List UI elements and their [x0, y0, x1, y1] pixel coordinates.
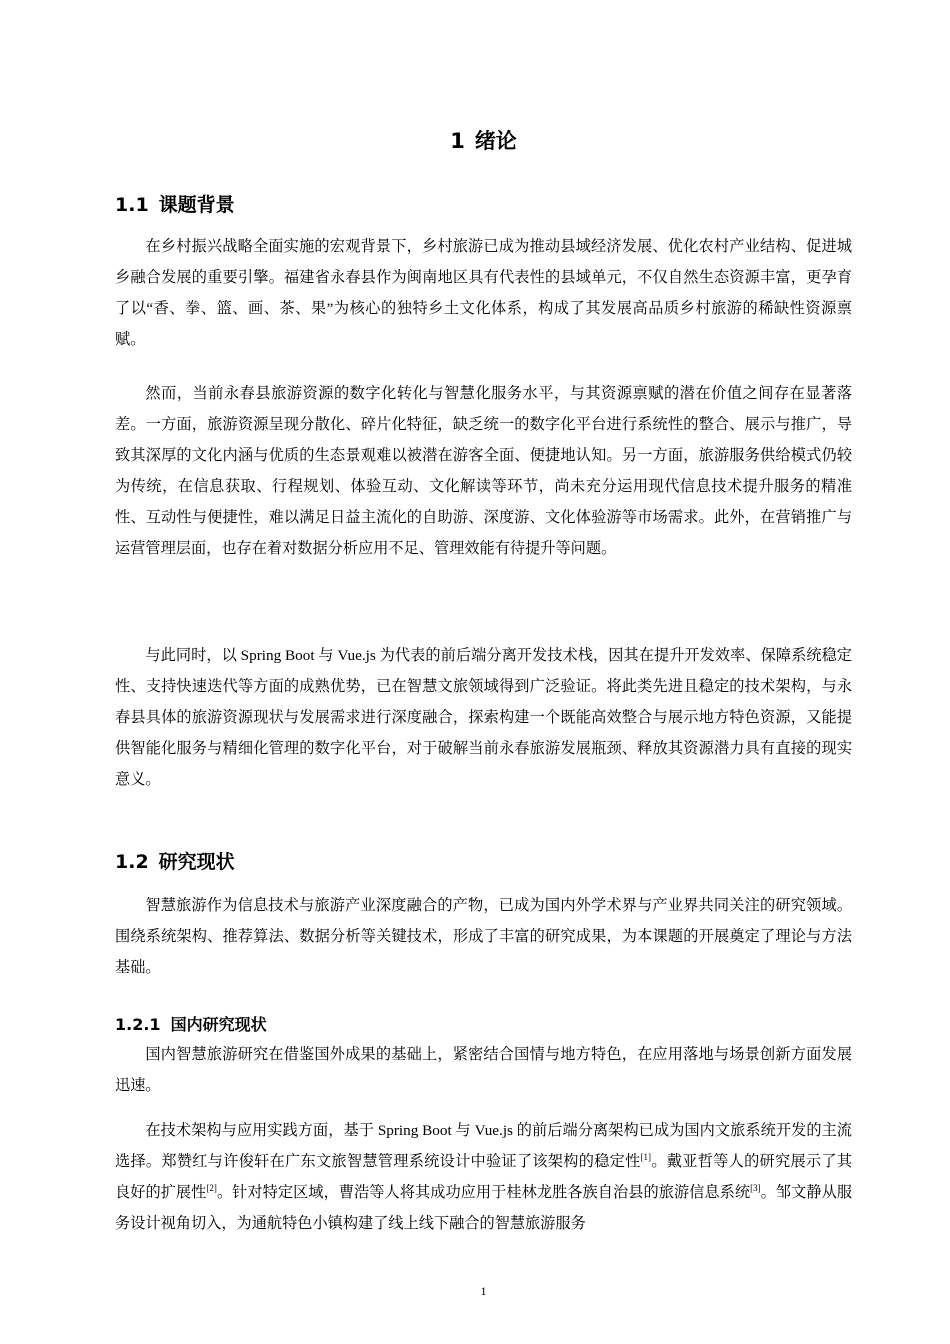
paragraph-background-3: 与此同时，以 Spring Boot 与 Vue.js 为代表的前后端分离开发技术栈，因其在提升开发效率、保障系统稳定性、支持快速迭代等方面的成熟优势，已在智慧文旅领域得到广泛验证。将此类先进且稳定的技术架构，与永春县具体的旅游资源现状与发展需求进行深度融合，探索构建一个既能高效整合与展示地方特色资源，又能提供智能化服务与精细化管理的数字化平台，对于破解当前永春旅游发展瓶颈、释放其资源潜力具有直接的现实意义。 [115, 647, 852, 789]
paragraph-text: 。针对特定区域，曹浩等人将其成功应用于桂林龙胜各族自治县的旅游信息系统 [216, 1184, 751, 1202]
citation-reference: [2] [206, 1183, 217, 1194]
chapter-title-text: 绪论 [474, 129, 517, 153]
paragraph-background-2: 然而，当前永春县旅游资源的数字化转化与智慧化服务水平，与其资源禀赋的潜在价值之间存在显著落差。一方面，旅游资源呈现分散化、碎片化特征，缺乏统一的数字化平台进行系统性的整合、展示与推广，导致其深厚的文化内涵与优质的生态景观难以被潜在游客全面、便捷地认知。另一方面，旅游服务供给模式仍较为传统，在信息获取、行程规划、体验互动、文化解读等环节，尚未充分运用现代信息技术提升服务的精准性、互动性与便捷性，难以满足日益主流化的自助游、深度游、文化体验游等市场需求。此外，在营销推广与运营管理层面，也存在着对数据分析应用不足、管理效能有待提升等问题。 [115, 385, 852, 558]
paragraph-text: 在技术架构与应用实践方面，基于 Spring Boot 与 Vue.js 的前后端分离架构已成为国内文旅系统开发的主流选择。郑赞红与许俊轩在广东文旅智慧管理系统设计中验证了该架构的稳定性 [115, 1122, 852, 1171]
document-page [115, 0, 852, 1344]
subsection-number: 1.2.1 [115, 1015, 161, 1034]
page-number: 1 [480, 1284, 487, 1298]
subsection-heading-1-2-1 [115, 1012, 267, 1038]
citation-reference: [3] [750, 1183, 761, 1194]
subsection-title: 国内研究现状 [170, 1015, 267, 1034]
paragraph-text: 。邹文静从服务设计视角切入，为通航特色小镇构建了线上线下融合的智慧旅游服务 [115, 1184, 853, 1233]
paragraph-background-1: 在乡村振兴战略全面实施的宏观背景下，乡村旅游已成为推动县域经济发展、优化农村产业结构、促进城乡融合发展的重要引擎。福建省永春县作为闽南地区具有代表性的县域单元，不仅自然生态资源丰富，更孕育了以“香、拳、篮、画、茶、果”为核心的独特乡土文化体系，构成了其发展高品质乡村旅游的稀缺性资源禀赋。 [115, 238, 852, 349]
section-number: 1.1 [115, 194, 149, 216]
section-heading-1-1 [115, 190, 235, 220]
chapter-title [115, 123, 852, 159]
paragraph-domestic-2 [115, 1115, 852, 1239]
section-number: 1.2 [115, 851, 149, 873]
section-heading-1-2 [115, 847, 235, 877]
paragraph-domestic-1: 国内智慧旅游研究在借鉴国外成果的基础上，紧密结合国情与地方特色，在应用落地与场景创新方面发展迅速。 [115, 1046, 852, 1095]
paragraph-research-status: 智慧旅游作为信息技术与旅游产业深度融合的产物，已成为国内外学术界与产业界共同关注的研究领域。围绕系统架构、推荐算法、数据分析等关键技术，形成了丰富的研究成果，为本课题的开展奠定了理论与方法基础。 [115, 897, 852, 977]
section-title: 课题背景 [158, 194, 235, 216]
section-title: 研究现状 [158, 851, 235, 873]
paragraph-text: 。戴亚哲等人的研究展示了其良好的扩展性 [115, 1153, 853, 1202]
citation-reference: [1] [640, 1152, 652, 1163]
chapter-number: 1 [450, 129, 465, 153]
